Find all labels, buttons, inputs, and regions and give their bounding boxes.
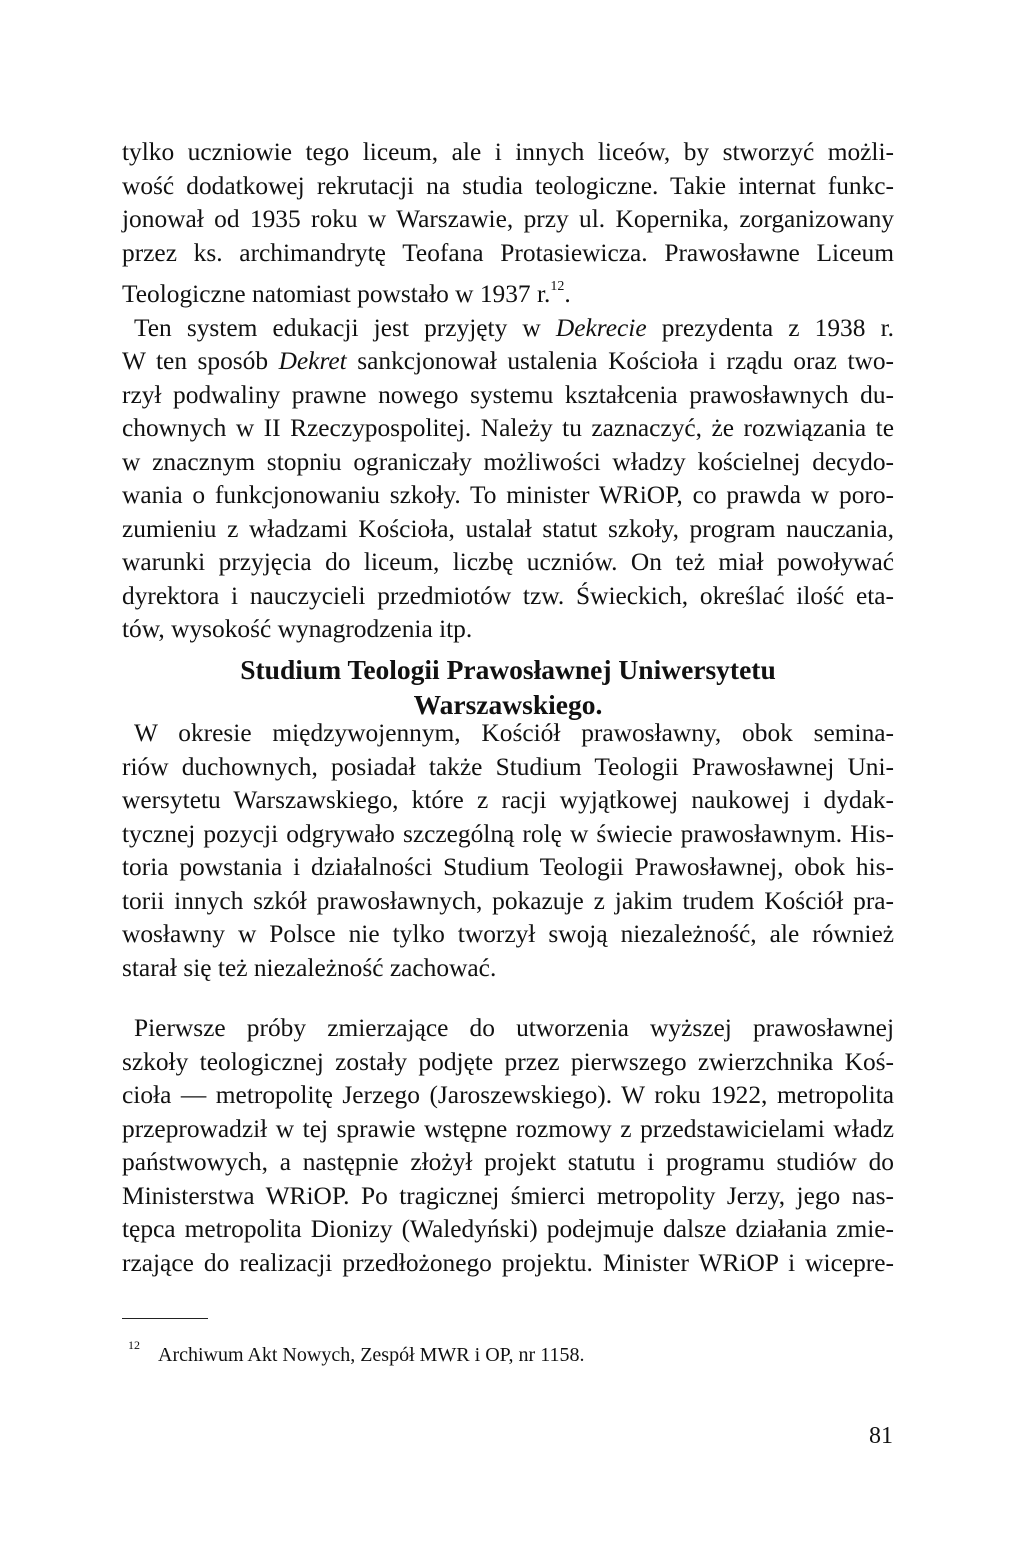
- text-line: [122, 345, 894, 379]
- text-line: tylko uczniowie tego liceum, ale i innych liceów, by stworzyć możli-: [122, 138, 894, 166]
- body-text-section-para1: [122, 717, 894, 985]
- text-line: cioła — metropolitę Jerzego (Jaroszewskiego). W roku 1922, metropolita: [122, 1081, 894, 1109]
- text-line: szkoły teologicznej zostały podjęte przez pierwszego zwierzchnika Koś-: [122, 1047, 894, 1076]
- text-line: wersytetu Warszawskiego, które z racji wyjątkowej naukowej i dydak-: [122, 786, 894, 814]
- text-line: [122, 312, 894, 346]
- heading-line: Studium Teologii Prawosławnej Uniwersytetu: [240, 654, 776, 685]
- text-fragment: Teologiczne natomiast powstało w 1937 r.: [122, 280, 551, 308]
- text-line: przez ks. archimandrytę Teofana Protasiewicza. Prawosławne Liceum: [122, 238, 894, 267]
- footnote-mark: 12: [128, 1338, 140, 1352]
- text-fragment: Ten system edukacji jest przyjęty w: [134, 313, 556, 342]
- text-line: tów, wysokość wynagrodzenia itp.: [122, 615, 473, 643]
- body-text-top: [122, 136, 894, 647]
- text-line: starał się też niezależność zachować.: [122, 953, 497, 982]
- text-line: warunki przyjęcia do liceum, liczbę uczniów. On też miał powoływać: [122, 548, 894, 576]
- text-line: w znacznym stopniu ograniczały możliwości władzy kościelnej decydo-: [122, 447, 894, 476]
- footnote-divider: [122, 1318, 208, 1319]
- footnote-text: Archiwum Akt Nowych, Zespół MWR i OP, nr 1158.: [158, 1344, 585, 1366]
- italic-title: Dekret: [278, 347, 347, 375]
- footnote: [122, 1332, 584, 1368]
- text-line: Ministerstwa WRiOP. Po tragicznej śmierci metropolity Jerzy, jego nas-: [122, 1181, 894, 1210]
- text-line: przeprowadził w tej sprawie wstępne rozmowy z przedstawicielami władz: [122, 1114, 894, 1143]
- section-heading: [122, 652, 894, 722]
- text-line: riów duchownych, posiadał także Studium Teologii Prawosławnej Uni-: [122, 752, 894, 781]
- text-line: zumieniu z władzami Kościoła, ustalał statut szkoły, program nauczania,: [122, 514, 894, 543]
- text-line: dyrektora i nauczycieli przedmiotów tzw. Świeckich, określać ilość eta-: [122, 581, 894, 610]
- text-line: rzył podwaliny prawne nowego systemu kształcenia prawosławnych du-: [122, 380, 894, 409]
- text-line: jonował od 1935 roku w Warszawie, przy ul. Kopernika, zorganizowany: [122, 205, 894, 233]
- text-line: toria powstania i działalności Studium Teologii Prawosławnej, obok his-: [122, 853, 894, 881]
- text-line: rzające do realizacji przedłożonego projektu. Minister WRiOP i wicepre-: [122, 1248, 894, 1277]
- text-line: wość dodatkowej rekrutacji na studia teologiczne. Takie internat funkc-: [122, 171, 894, 200]
- footnote-reference: 12: [550, 279, 565, 294]
- italic-title: Dekrecie: [555, 313, 647, 342]
- text-line: państwowych, a następnie złożył projekt statutu i programu studiów do: [122, 1148, 894, 1176]
- text-line: wosławny w Polsce nie tylko tworzył swoją niezależność, ale również: [122, 920, 894, 948]
- page-number: 81: [869, 1423, 893, 1449]
- text-fragment: sankcjonował ustalenia Kościoła i rządu oraz two-: [346, 347, 894, 375]
- text-fragment: W ten sposób: [122, 347, 279, 375]
- text-fragment: .: [564, 280, 571, 308]
- text-line: Pierwsze próby zmierzające do utworzenia wyższej prawosławnej: [134, 1014, 894, 1042]
- heading-line: Warszawskiego.: [413, 689, 603, 720]
- text-line: tępca metropolita Dionizy (Waledyński) podejmuje dalsze działania zmie-: [122, 1215, 894, 1243]
- text-line: wania o funkcjonowaniu szkoły. To minister WRiOP, co prawda w poro-: [122, 481, 894, 509]
- text-line: [122, 270, 894, 312]
- text-line: W okresie międzywojennym, Kościół prawosławny, obok semina-: [134, 719, 894, 747]
- body-text-section-para2: [122, 1012, 894, 1280]
- text-line: torii innych szkół prawosławnych, pokazuje z jakim trudem Kościół pra-: [122, 886, 894, 915]
- text-fragment: prezydenta z 1938 r.: [646, 313, 894, 342]
- text-line: chownych w II Rzeczypospolitej. Należy tu zaznaczyć, że rozwiązania te: [122, 414, 894, 442]
- text-line: tycznej pozycji odgrywało szczególną rolę w świecie prawosławnym. His-: [122, 819, 894, 848]
